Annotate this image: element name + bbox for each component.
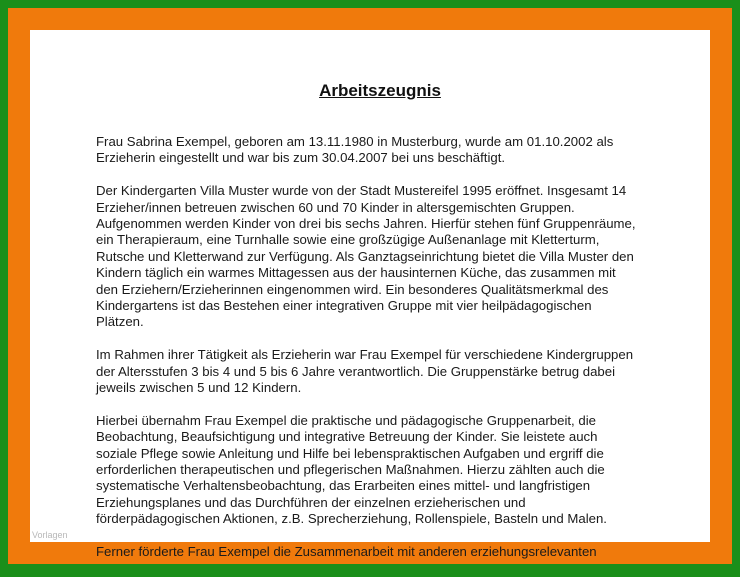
text-line: Beobachtung, Beaufsichtigung und integrative Betreuung der Kinder. Sie leistete auch — [96, 429, 598, 445]
document-title: Arbeitszeugnis — [319, 81, 441, 100]
paragraph-responsibility — [96, 347, 676, 396]
text-line: Ferner förderte Frau Exempel die Zusammenarbeit mit anderen erziehungsrelevanten — [96, 544, 597, 560]
paragraph-kindergarten — [96, 183, 676, 331]
text-line: förderpädagogischen Aktionen, z.B. Sprecherziehung, Rollenspiele, Basteln und Malen. — [96, 511, 607, 527]
text-line: Erzieherin eingestellt und war bis zum 30.04.2007 bei uns beschäftigt. — [96, 150, 506, 166]
text-line: ein Therapieraum, eine Turnhalle sowie eine großzügige Außenanlage mit Kletterturm, — [96, 232, 600, 248]
text-line: Im Rahmen ihrer Tätigkeit als Erzieherin war Frau Exempel für verschiedene Kindergruppen — [96, 347, 634, 363]
text-line: den Erziehern/Erzieherinnen eingenommen wird. Ein besonderes Qualitätsmerkmal des — [96, 281, 609, 297]
text-line: der Altersstufen 3 bis 4 und 5 bis 6 Jahre verantwortlich. Die Gruppenstärke betrug dabei — [96, 363, 615, 379]
paragraph-employment — [96, 134, 676, 167]
text-line: erforderlichen therapeutischen und pflegerischen Maßnahmen. Hierzu zählten auch die — [96, 462, 605, 478]
text-line: Plätzen. — [96, 314, 144, 330]
paragraph-duties — [96, 413, 676, 528]
text-line: Erziehungsplanes und das Durchführen der einzelnen erzieherischen und — [96, 494, 526, 510]
text-line: Hierbei übernahm Frau Exempel die praktische und pädagogische Gruppenarbeit, die — [96, 412, 596, 428]
text-line: Erzieher/innen betreuen zwischen 60 und 70 Kinder in altersgemischten Gruppen. — [96, 199, 575, 215]
text-line: soziale Pflege sowie Anleitung und Hilfe bei lebenspraktischen Aufgaben und ergriff die — [96, 445, 604, 461]
text-line: Kindergartens ist das Bestehen einer integrativen Gruppe mit vier heilpädagogischen — [96, 298, 592, 314]
text-line: Frau Sabrina Exempel, geboren am 13.11.1980 in Musterburg, wurde am 01.10.2002 als — [96, 134, 614, 149]
text-line: systematische Verhaltensbeobachtung, das Erarbeiten eines mittel- und langfristigen — [96, 478, 591, 494]
text-line: Der Kindergarten Villa Muster wurde von der Stadt Mustereifel 1995 eröffnet. Insgesamt 14 — [96, 183, 627, 199]
document-page — [30, 30, 710, 560]
document-body — [96, 134, 676, 577]
text-line: Aufgenommen werden Kinder von drei bis sechs Jahren. Hierfür stehen fünf Gruppenräume, — [96, 216, 636, 232]
watermark: Vorlagen — [32, 530, 68, 540]
text-line: Kindern täglich ein warmes Mittagessen aus der hausinternen Küche, das zusammen mit — [96, 265, 616, 281]
text-line: Rutsche und Kletterwand zur Verfügung. Als Ganztagseinrichtung bietet die Villa Muster den — [96, 248, 634, 264]
paragraph-cooperation — [96, 544, 676, 560]
text-line: jeweils zwischen 5 und 12 Kindern. — [96, 380, 302, 396]
